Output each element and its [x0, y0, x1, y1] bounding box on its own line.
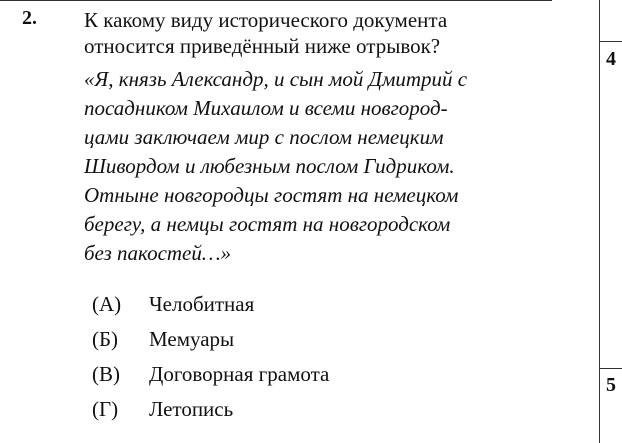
question-stem-line: относится приведённый ниже отрывок? [84, 34, 441, 58]
side-rule [599, 368, 622, 369]
question-stem [84, 7, 447, 59]
option-letter: (А) [92, 292, 122, 316]
side-rule [599, 41, 622, 42]
excerpt-line: без пакостей…» [84, 241, 232, 265]
side-question-number: 4 [606, 48, 616, 70]
option-text: Летопись [149, 397, 234, 421]
question-stem-line: К какому виду исторического документа [84, 8, 448, 32]
top-rule [0, 0, 552, 1]
excerpt-line: «Я, князь Александр, и сын мой Дмитрий с [84, 67, 468, 91]
question-number: 2. [22, 7, 37, 29]
right-column-border [599, 0, 600, 443]
document-excerpt [84, 65, 467, 268]
side-question-number: 5 [606, 374, 616, 396]
option-text: Мемуары [149, 327, 235, 351]
excerpt-line: Отныне новгородцы гостят на немецком [84, 183, 459, 207]
excerpt-line: берегу, а немцы гостят на новгородском [84, 212, 451, 236]
option-text: Договорная грамота [149, 362, 330, 386]
option-letter: (В) [92, 362, 120, 386]
option-letter: (Б) [92, 327, 119, 351]
excerpt-line: посадником Михаилом и всеми новгород- [84, 96, 448, 120]
option-text: Челобитная [149, 292, 255, 316]
excerpt-line: Шивордом и любезным послом Гидриком. [84, 154, 455, 178]
excerpt-line: цами заключаем мир с послом немецким [84, 125, 444, 149]
option-letter: (Г) [92, 397, 119, 421]
